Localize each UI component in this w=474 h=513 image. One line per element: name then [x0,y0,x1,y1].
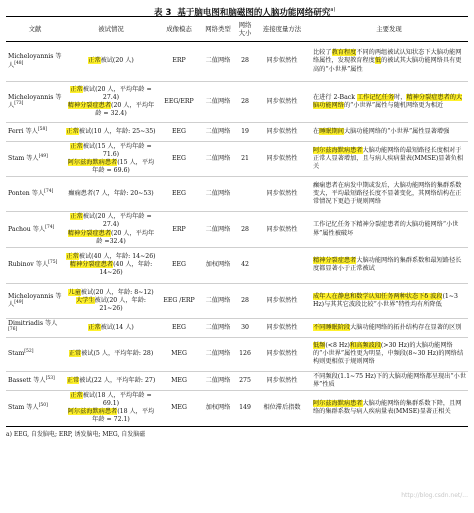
cell-network-size: 42 [241,261,249,269]
cell-network-size: 28 [241,225,249,233]
table-row [6,337,468,371]
cell-network-size: 28 [241,57,249,65]
cell-network-type: 加权网络 [205,261,231,269]
text-segment: 被试(20 人，平均年龄 = 27.4) [82,85,152,101]
highlighted-text: 精神分裂症患者的大脑功能网络 [313,93,463,109]
table-header [6,17,468,42]
table-row [6,283,468,318]
text-segment: (>30 Hz)的大脑功能网络的“小世界”属性更为明显，中频段(8~30 Hz)的网络结构则更相似于规则网络 [313,342,464,366]
table-row [6,318,468,337]
cell-findings [310,371,468,390]
header-subjects: 被试情况 [98,25,124,33]
text-segment: (20 人，平均年龄 = 32.4) [95,102,155,118]
cell-subjects [64,391,158,426]
text-segment: 被试(20 人，年龄: 21~26) [94,296,147,312]
author-name: Pachou 等人 [8,225,46,233]
cell-literature [6,42,64,82]
text-segment: (15 人，平均年龄 = 69.6) [92,159,155,175]
cell-network-type: 二值网络 [205,225,231,233]
text-segment: 大脑功能网络的“小世界”属性显著增强 [343,127,450,135]
author-name: Ponten 等人 [8,190,45,198]
text-segment: 被试(5 人，平均年龄: 28) [81,350,154,358]
table-row [6,247,468,283]
cell-subjects [64,283,158,318]
text-segment: 被试(20 人，平均年龄 = 27.4) [82,213,152,229]
reference-number: [75] [48,260,58,266]
table-row [6,177,468,212]
header-literature: 文献 [28,25,42,33]
text-segment: (20 人，平均年龄 =32.4) [96,229,155,245]
reference-number: [73] [14,100,24,106]
cell-modality: EEG [172,261,186,269]
cell-modality: EEG /ERP [163,296,195,304]
highlighted-text: 阿尔兹海默病患者 [67,159,118,167]
text-segment: 大脑功能网络的集群系数和最短路径长度都显著小于正常被试 [313,257,462,273]
header-findings: 主要发现 [376,25,402,33]
text-segment: 被试(20 人，年龄: 8~12) [80,288,154,296]
text-segment: 被试(40 人，年龄: 14~26) [78,253,156,261]
reference-number: [58] [37,126,48,132]
table-row [6,142,468,177]
cell-network-size: 28 [241,296,249,304]
highlighted-text: 阿尔兹海默病患者 [313,147,363,155]
cell-network-size [236,177,254,212]
text-segment: 比较了 [313,49,332,57]
highlighted-text: 精神分裂症患者 [67,229,112,237]
author-name: Stam [8,350,25,358]
cell-network-type: 二值网络 [205,350,231,358]
cell-modality: EEG/ERP [164,97,194,105]
cell-network-type: 二值网络 [205,296,231,304]
cell-network-size: 21 [241,155,249,163]
cell-literature [6,142,64,177]
reference-number: [50] [38,403,48,409]
cell-network-type: 二值网络 [205,127,231,135]
text-segment: 大脑功能网络的最短路径长度相对于正常人显著增加，且与病人疾病量表(MMSE)显著负相关 [313,147,464,171]
highlighted-text: δ 波段 [424,292,443,300]
cell-literature [6,247,64,283]
highlighted-text: 正常 [70,85,83,93]
cell-network-type: 二值网络 [205,376,231,384]
reference-number: [49] [14,299,24,305]
highlighted-text: 正常 [70,143,83,150]
text-segment: 在 [313,127,320,135]
cell-subjects [64,177,158,212]
text-segment: 癫痫患者(7 人，年龄: 20~53) [68,190,154,198]
cell-literature [6,123,64,142]
cell-findings [310,337,468,371]
highlighted-text: 成年人在静息和数学认知任务两种状态下 [313,292,425,300]
cell-subjects [64,318,158,337]
highlighted-text: 低 [374,57,382,65]
cell-modality: EEG [172,127,186,135]
cell-findings [310,42,468,82]
author-name: Bassett 等人 [8,376,46,384]
reference-number: [74] [45,224,55,230]
studies-table [6,16,468,427]
cell-connectivity: 同步似然性 [266,155,298,163]
cell-network-size: 275 [239,376,251,384]
reference-number: [74] [44,189,54,195]
text-segment: 癫痫患者在病发中期或发后，大脑功能网络的集群系数变大，平均最短路径长度不显著变化，其网络结构在正常情况下更趋于规则网络 [313,182,462,206]
cell-findings [310,283,468,318]
cell-modality: MEG [171,376,187,384]
cell-subjects [64,142,158,177]
table-caption [6,4,468,16]
cell-subjects [64,371,158,390]
cell-connectivity: 同步似然性 [266,190,298,198]
cell-findings [310,123,468,142]
cell-findings [310,82,468,123]
cell-modality: ERP [172,225,186,233]
reference-number: [48] [14,60,24,66]
text-segment: 的被试其大脑功能网络具有更高的“小世界”属性 [313,57,462,73]
text-segment: 不同的两组被试认知状态下大脑功能网络属性，发现教育程度 [313,49,462,65]
cell-modality: MEG [171,350,187,358]
author-name: Rubinov 等人 [8,261,49,269]
highlighted-text: 正常 [70,392,83,400]
cell-connectivity: 同步似然性 [266,57,298,65]
cell-network-type: 加权网络 [205,404,231,412]
header-row [6,17,468,42]
cell-findings [310,177,468,212]
cell-subjects [64,123,158,142]
table-row [6,42,468,82]
cell-connectivity: 相位滞后指数 [263,404,301,412]
cell-findings [310,247,468,283]
text-segment: 大脑功能网络的拓扑结构存在显著的区别 [350,323,462,331]
highlighted-text: 低频 [313,342,326,350]
cell-findings [310,212,468,247]
text-segment: 时， [394,93,407,101]
table-row [6,123,468,142]
author-name: Dimitriadis 等人 [8,319,58,327]
cell-network-size: 28 [241,97,249,105]
highlighted-text: 不同睡眠阶段 [313,323,351,331]
highlighted-text: 和高频波段 [349,342,381,350]
cell-connectivity: 同步似然性 [266,296,298,304]
cell-network-size: 149 [239,404,251,412]
header-modality: 成像模态 [166,25,192,33]
cell-network-size: 30 [241,323,249,331]
cell-subjects [64,337,158,371]
cell-findings [310,142,468,177]
highlighted-text: 精神分裂症患者 [67,102,112,109]
highlighted-text: 精神分裂症患者 [313,257,357,265]
text-segment: 在进行 2-Back [313,93,357,101]
highlighted-text: 大学生 [75,296,95,304]
cell-literature [6,337,64,371]
cell-connectivity [254,247,310,283]
highlighted-text: 正常 [68,350,82,358]
text-segment: (1~3 Hz)与其其它波段比较 [313,292,458,308]
author-name: Ferri 等人 [8,127,38,135]
table-row [6,212,468,247]
reference-number: [53] [45,375,55,381]
cell-network-type: 二值网络 [205,190,231,198]
cell-connectivity: 同步似然性 [266,225,298,233]
text-segment: 的“小世界”属性与随机网络更为相近 [343,102,444,109]
cell-network-type: 二值网络 [205,155,231,163]
text-segment: 被试(18 人，平均年龄 = 69.1) [82,392,152,408]
table-footnote: a) EEG, 自发脑电; ERP, 诱发脑电; MEG, 自发脑磁 [6,430,146,438]
highlighted-text: 正常 [66,127,79,135]
highlighted-text: 正常 [88,57,101,65]
author-name: Micheloyannis 等人 [8,93,62,109]
table-row [6,371,468,390]
author-name: Micheloyannis 等人 [8,53,62,69]
cell-literature [6,371,64,390]
cell-subjects [64,247,158,283]
highlighted-text: 正常 [66,253,79,261]
text-segment: 大脑功能网络的集群系数下降，且网络的集群系数与病人疾病量表(MMSE)显著正相关 [313,400,462,416]
table-row [6,82,468,123]
text-segment: (18 人，平均年龄 = 72.1) [92,408,155,424]
text-segment: 被试(10 人，年龄: 25~35) [78,127,156,135]
reference-number: [52] [24,349,34,355]
cell-network-size: 19 [241,127,249,135]
text-segment: 被试(14 人) [100,323,134,331]
highlighted-text: 儿童 [68,288,81,296]
cell-connectivity: 同步似然性 [266,350,298,358]
header-network-type: 网络类型 [205,25,231,33]
highlighted-text: 阿尔兹海默病患者 [67,408,118,416]
highlighted-text: 正常 [88,323,101,331]
text-segment: 被试(22 人，平均年龄: 27) [79,376,156,384]
cell-connectivity: 同步似然性 [266,97,298,105]
cell-network-type: 二值网络 [205,97,231,105]
cell-connectivity: 同步似然性 [266,127,298,135]
cell-subjects [64,212,158,247]
highlighted-text: 精神分裂症患者 [69,261,114,269]
highlighted-text: 教育程度 [331,49,357,57]
table-title-footnote-mark: a) [330,7,336,13]
author-name: Stam 等人 [8,404,39,412]
table-row [6,391,468,426]
table-title: 基于脑电图和脑磁图的人脑功能网络研究 [177,7,331,18]
highlighted-text: 阿尔兹海默病患者 [313,400,363,408]
cell-literature [6,391,64,426]
highlighted-text: 正常 [70,213,83,221]
cell-literature [6,212,64,247]
text-segment: 不同频段(1.1~75 Hz)下的大脑功能网络都呈现出“小世界”性质 [313,372,466,389]
cell-findings [310,391,468,426]
table-body [6,42,468,427]
text-segment: “小世界”特性均有所降低 [373,300,442,308]
cell-modality: EEG [172,190,186,198]
cell-literature [6,177,64,212]
cell-literature [6,283,64,318]
cell-modality: MEG [171,404,187,412]
cell-findings [310,318,468,337]
reference-number: [76] [8,326,18,332]
author-name: Micheloyannis 等人 [8,292,62,308]
text-segment: 被试(20 人) [100,57,134,65]
cell-modality: ERP [172,57,186,65]
cell-network-size: 126 [239,350,251,358]
header-network-size: 网络大小 [238,21,252,37]
text-segment: 被试(15 人，平均年龄 = 71.6) [82,143,152,159]
cell-network-type: 二值网络 [205,57,231,65]
watermark: http://blog.csdn.net/... [401,492,468,499]
text-segment: (<8 Hz) [325,342,350,350]
highlighted-text: 睡眠期间 [319,127,344,135]
cell-subjects [64,42,158,82]
text-segment: 工作记忆任务下精神分裂症患者的大脑功能网络“小世界”属性被破坏 [313,221,459,237]
reference-number: [49] [38,154,48,160]
cell-connectivity: 同步似然性 [266,323,298,331]
cell-literature [6,82,64,123]
cell-connectivity: 同步似然性 [266,376,298,384]
highlighted-text: 工作记忆任务 [356,93,395,101]
text-segment: (40 人，年龄: 14~26) [99,261,153,277]
cell-network-type: 二值网络 [205,323,231,331]
cell-modality: EEG [172,323,186,331]
cell-subjects [64,82,158,123]
author-name: Stam 等人 [8,155,39,163]
table-label: 表 3 [154,7,172,18]
header-connectivity: 连接度量方法 [262,25,302,33]
highlighted-text: 正常 [66,376,80,384]
cell-modality: EEG [172,155,186,163]
cell-literature [6,318,64,337]
